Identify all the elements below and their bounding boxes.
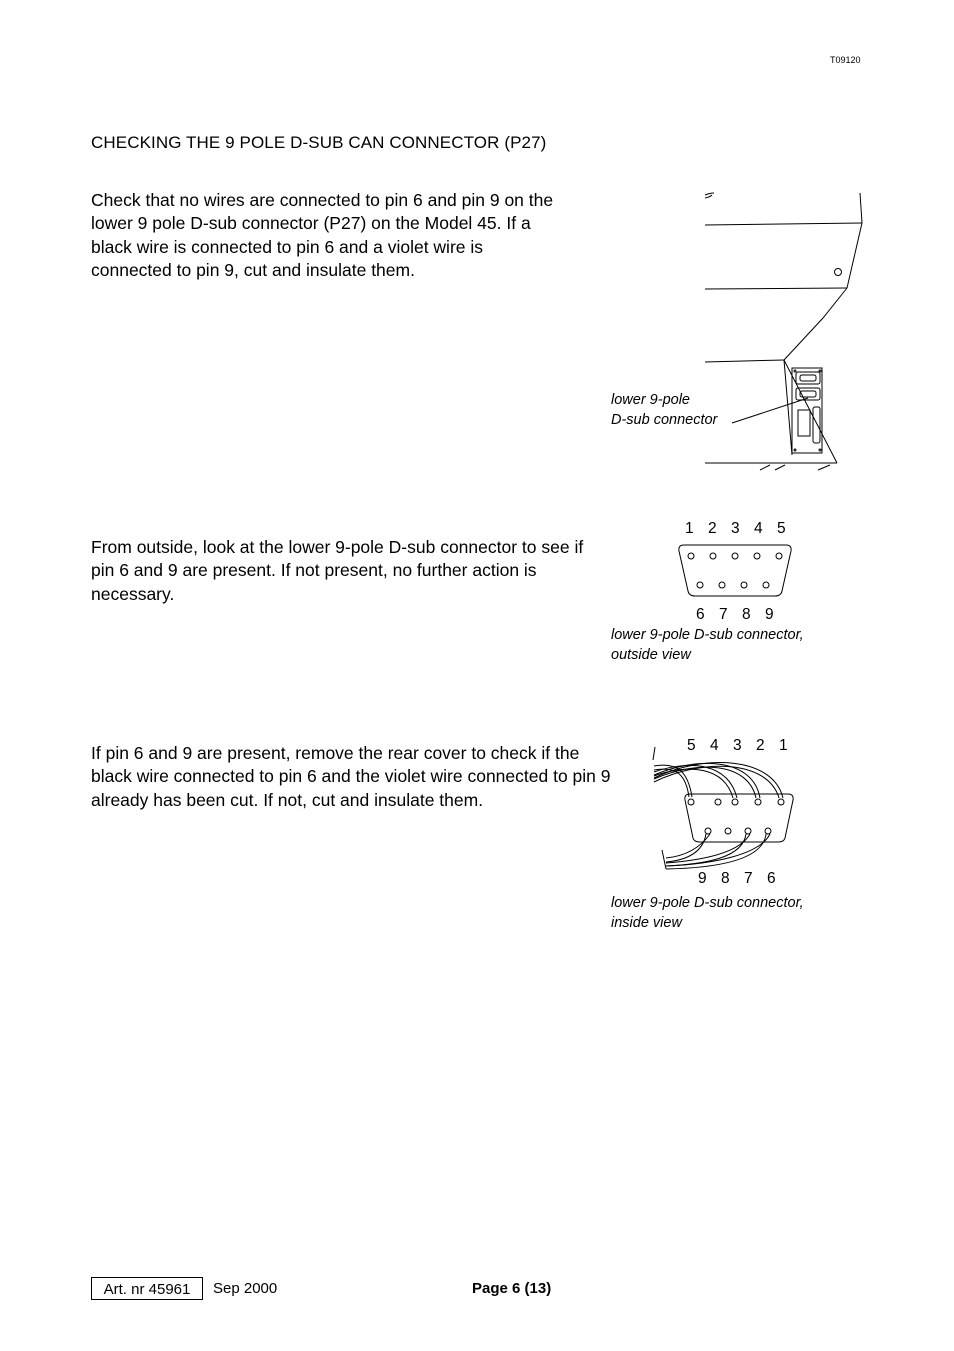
article-number: Art. nr 45961: [91, 1277, 203, 1300]
pin-label: 3: [731, 520, 740, 537]
instruction-paragraph-1: Check that no wires are connected to pin 6 and pin 9 on the lower 9 pole D-sub connector (P27) on the Model 45. If a black wire is connected to pin 6 and a violet wire is connected to pin 9, cut and insulate them.: [91, 190, 554, 280]
pin-label: 8: [742, 606, 751, 623]
pin-label: 5: [687, 737, 696, 754]
figure2-caption-line2: outside view: [611, 647, 691, 663]
figure2-caption-line1: lower 9-pole D-sub connector,: [611, 627, 804, 643]
pin-label: 3: [733, 737, 742, 754]
pin-label: 2: [708, 520, 717, 537]
figure3-caption-line2: inside view: [611, 915, 682, 931]
document-id: T09120: [830, 55, 861, 65]
pin-label: 5: [777, 520, 786, 537]
figure3-caption: [611, 893, 804, 933]
figure2-caption: [611, 625, 804, 665]
pin-label: 2: [756, 737, 765, 754]
document-date: Sep 2000: [213, 1280, 278, 1297]
figure1-caption-line2: D-sub connector: [611, 412, 718, 428]
page-number: Page 6 (13): [472, 1280, 552, 1297]
pin-label: 7: [719, 606, 728, 623]
inside-connector-drawing: [648, 742, 798, 870]
pin-label: 9: [698, 870, 707, 887]
instruction-paragraph-2: From outside, look at the lower 9-pole D-sub connector to see if pin 6 and 9 are present. If not present, no further action is necessary.: [91, 537, 584, 604]
figure3-caption-line1: lower 9-pole D-sub connector,: [611, 895, 804, 911]
pin-label: 4: [710, 737, 719, 754]
section-heading: CHECKING THE 9 POLE D-SUB CAN CONNECTOR (P27): [91, 133, 547, 152]
outside-connector-drawing: [676, 543, 796, 599]
figure1-caption-line1: lower 9-pole: [611, 392, 690, 408]
pointer-line: [730, 395, 810, 430]
pin-label: 1: [779, 737, 788, 754]
pin-label: 1: [685, 520, 694, 537]
pin-label: 6: [696, 606, 705, 623]
figure1-caption: [611, 390, 717, 430]
pin-label: 6: [767, 870, 776, 887]
pin-label: 9: [765, 606, 774, 623]
pin-label: 7: [744, 870, 753, 887]
rear-panel-drawing: [700, 185, 870, 475]
pin-label: 8: [721, 870, 730, 887]
pin-label: 4: [754, 520, 763, 537]
instruction-paragraph-3: If pin 6 and 9 are present, remove the rear cover to check if the black wire connected to pin 6 and the violet wire connected to pin 9 already has been cut. If not, cut and insulate them.: [91, 743, 611, 810]
